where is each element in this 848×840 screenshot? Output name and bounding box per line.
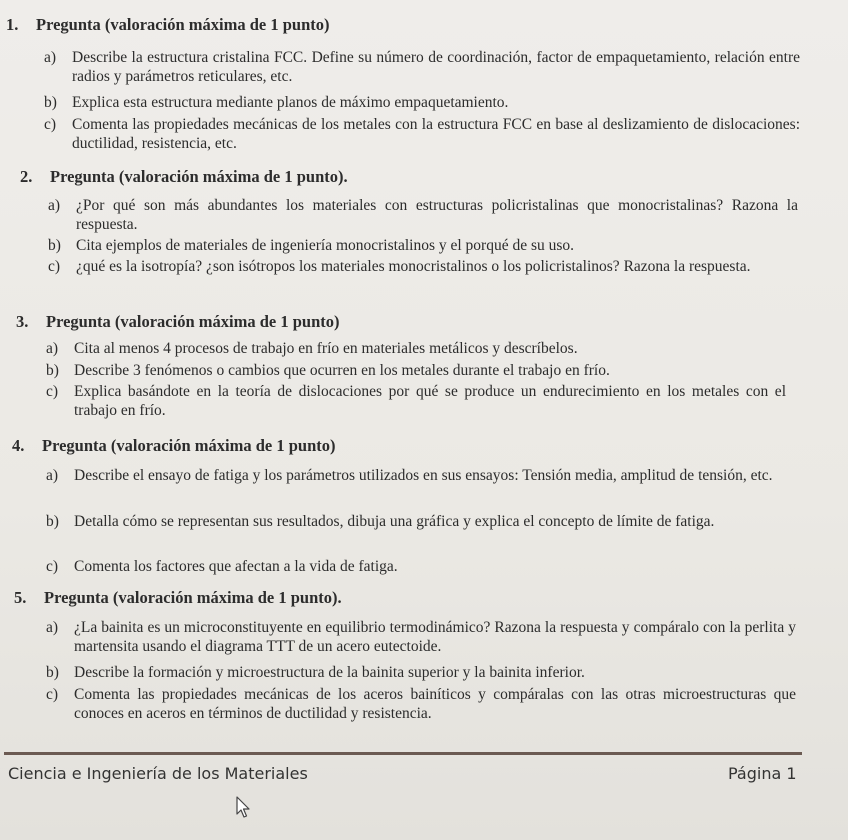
item-label: a): [46, 340, 59, 357]
item-text: ¿qué es la isotropía? ¿son isótropos los materiales monocristalinos o los policristalinos? Razona la respuesta.: [76, 258, 751, 275]
question-number: 3.: [16, 312, 29, 331]
item-text: Describe la estructura cristalina FCC. Define su número de coordinación, factor de empaquetamiento, relación entre radios y parámetros reticulares, etc.: [72, 49, 800, 85]
item-text: ¿La bainita es un microconstituyente en equilibrio termodinámico? Razona la respuesta y compáralo con la perlita y martensita usando el diagrama TTT de un acero eutectoide.: [74, 619, 796, 655]
question-title-text: Pregunta (valoración máxima de 1 punto).: [44, 588, 342, 607]
item-text: Cita ejemplos de materiales de ingeniería monocristalinos y el porqué de su uso.: [76, 237, 575, 254]
footer-divider: [4, 752, 802, 755]
item-label: c): [46, 558, 59, 575]
question-title: [14, 588, 342, 608]
question-title-text: Pregunta (valoración máxima de 1 punto): [42, 436, 336, 455]
item-text: Comenta las propiedades mecánicas de los metales con la estructura FCC en base al deslizamiento de dislocaciones: ductilidad, resistencia, etc.: [72, 116, 800, 152]
item-text: Describe la formación y microestructura de la bainita superior y la bainita inferior.: [74, 664, 585, 681]
item-label: c): [46, 686, 59, 703]
question-title: [20, 167, 348, 187]
item-label: b): [44, 94, 57, 111]
question-number: 2.: [20, 167, 33, 186]
footer-course-title: Ciencia e Ingeniería de los Materiales: [8, 764, 308, 783]
item-label: c): [46, 383, 59, 400]
item-text: Comenta los factores que afectan a la vida de fatiga.: [74, 558, 398, 575]
question-number: 1.: [6, 15, 19, 34]
question-title-text: Pregunta (valoración máxima de 1 punto).: [50, 167, 348, 186]
mouse-pointer-icon: [236, 796, 252, 820]
item-label: c): [44, 116, 57, 133]
item-text: Comenta las propiedades mecánicas de los aceros bainíticos y compáralas con las otras microestructuras que conoces en aceros en términos de ductilidad y resistencia.: [74, 686, 796, 722]
item-text: Describe 3 fenómenos o cambios que ocurren en los metales durante el trabajo en frío.: [74, 362, 610, 379]
footer-page-number: Página 1: [728, 764, 797, 783]
item-label: a): [44, 49, 57, 66]
question-title-text: Pregunta (valoración máxima de 1 punto): [36, 15, 330, 34]
question-title: [16, 312, 339, 332]
item-text: Detalla cómo se representan sus resultados, dibuja una gráfica y explica el concepto de límite de fatiga.: [74, 513, 715, 530]
item-label: c): [48, 258, 61, 275]
item-label: b): [46, 513, 59, 530]
question-number: 5.: [14, 588, 27, 607]
item-text: Describe el ensayo de fatiga y los parámetros utilizados en sus ensayos: Tensión media, amplitud de tensión, etc.: [74, 467, 773, 484]
item-label: b): [46, 362, 59, 379]
question-title: [6, 15, 329, 35]
item-label: b): [46, 664, 59, 681]
item-text: Explica esta estructura mediante planos de máximo empaquetamiento.: [72, 94, 509, 111]
question-title-text: Pregunta (valoración máxima de 1 punto): [46, 312, 340, 331]
item-text: Explica basándote en la teoría de dislocaciones por qué se produce un endurecimiento en los metales con el trabajo en frío.: [74, 383, 786, 419]
item-label: a): [46, 619, 59, 636]
question-title: [12, 436, 335, 456]
item-label: a): [46, 467, 59, 484]
item-label: b): [48, 237, 61, 254]
item-label: a): [48, 197, 61, 214]
question-number: 4.: [12, 436, 25, 455]
item-text: Cita al menos 4 procesos de trabajo en frío en materiales metálicos y descríbelos.: [74, 340, 578, 357]
item-text: ¿Por qué son más abundantes los materiales con estructuras policristalinas que monocristalinas? Razona la respuesta.: [76, 197, 798, 233]
